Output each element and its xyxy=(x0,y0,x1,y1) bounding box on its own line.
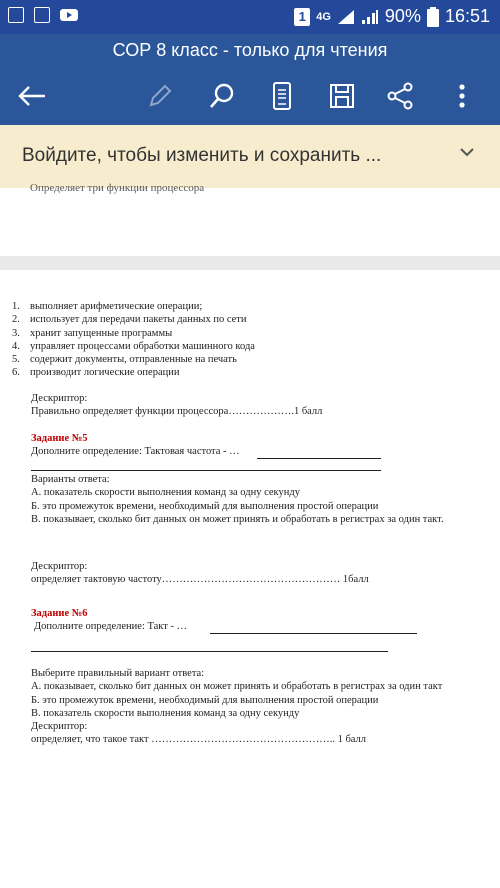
task6-prompt: Дополните определение: Такт - … xyxy=(34,621,188,633)
cut-off-text: Определяет три функции процессора xyxy=(30,182,205,194)
search-icon xyxy=(208,82,236,110)
list-item: 6. производит логические операции xyxy=(12,367,180,379)
task-6 xyxy=(31,607,481,634)
more-icon xyxy=(458,83,466,109)
battery-icon xyxy=(427,7,439,27)
answer-line xyxy=(31,651,388,652)
more-button[interactable] xyxy=(440,74,484,118)
banner-expand-button[interactable] xyxy=(458,143,476,166)
task6-title: Задание №6 xyxy=(31,608,88,619)
sim-icon: 1 xyxy=(294,8,310,26)
battery-percent: 90% xyxy=(384,6,421,26)
task5-variants: Варианты ответа: А. показатель скорости выполнения команд за одну секунду Б. это промежуток времени, необходимый для выполнения простой операции В. показывает, сколько бит данных он может принять и обработать в регистрах за один такт. xyxy=(31,474,444,525)
list-item: 1. выполняет арифметические операции; xyxy=(12,301,203,312)
mobile-view-icon xyxy=(272,82,292,110)
list-item: 5. содержит документы, отправленные на печать xyxy=(12,354,237,366)
sign-in-banner[interactable] xyxy=(0,125,500,189)
share-button[interactable] xyxy=(378,74,422,118)
task5-prompt: Дополните определение: Тактовая частота - … xyxy=(31,446,240,458)
share-icon xyxy=(386,82,414,110)
clock: 16:51 xyxy=(444,6,490,26)
list-item: 2. использует для передачи пакеты данных по сети xyxy=(12,314,247,326)
answer-line xyxy=(257,458,381,459)
task6-variants: Выберите правильный вариант ответа: А. показывает, сколько бит данных он может принять и обработать в регистрах за один такт Б. это промежуток времени, необходимый для выполнения простой операции В. показатель скорости выполнения команд за одну секунду Дескриптор: определяет, что такое такт …………………………………………….. 1 балл xyxy=(31,668,443,746)
document-page-2 xyxy=(0,270,500,888)
task5-title: Задание №5 xyxy=(31,433,88,444)
list-item: 3. хранит запущенные программы xyxy=(12,327,173,339)
save-button[interactable] xyxy=(320,74,364,118)
network-type: 4G xyxy=(316,10,331,23)
answer-line xyxy=(31,470,381,471)
list-item: 4. управляет процессами обработки машинного кода xyxy=(12,340,255,352)
save-icon xyxy=(329,83,355,109)
document-title: СОР 8 класс - только для чтения xyxy=(112,40,388,60)
descriptor-1: Дескриптор: Правильно определяет функции процессора……………….1 балл xyxy=(31,393,323,418)
notification-square-icon xyxy=(8,7,24,23)
document-page-1 xyxy=(0,182,500,256)
search-button[interactable] xyxy=(200,74,244,118)
youtube-icon xyxy=(60,7,78,23)
chevron-down-icon xyxy=(458,143,476,161)
task-5 xyxy=(31,432,481,459)
banner-text: Войдите, чтобы изменить и сохранить ... xyxy=(22,145,382,166)
mobile-view-button[interactable] xyxy=(260,74,304,118)
app-bar xyxy=(0,34,500,125)
back-button[interactable] xyxy=(10,74,54,118)
status-bar xyxy=(0,0,500,34)
gallery-icon xyxy=(34,7,50,23)
answer-line xyxy=(210,633,417,634)
edit-button[interactable] xyxy=(138,74,182,118)
wifi-signal-icon xyxy=(337,9,355,25)
toolbar xyxy=(0,74,500,118)
function-list xyxy=(0,300,255,380)
pencil-icon xyxy=(147,83,173,109)
back-arrow-icon xyxy=(17,85,47,107)
descriptor-2: Дескриптор: определяет тактовую частоту…………………………………………… 1балл xyxy=(31,561,369,586)
cell-signal-icon xyxy=(361,9,379,25)
